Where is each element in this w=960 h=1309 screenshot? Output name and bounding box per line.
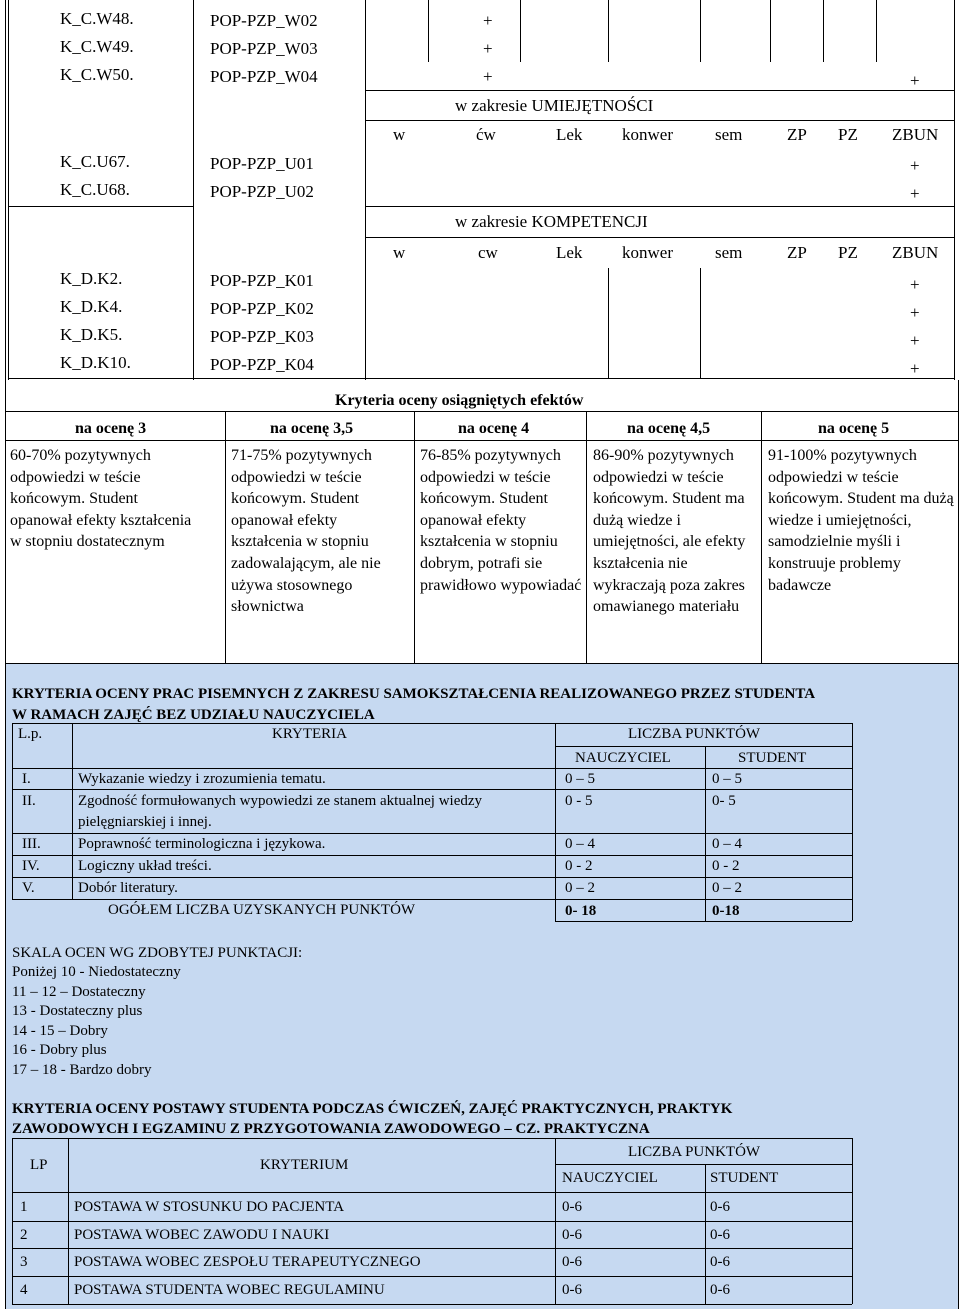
attitude-title: KRYTERIA OCENY POSTAWY STUDENTA PODCZAS ĆWICZEŃ, ZAJĘĆ PRAKTYCZNYCH, PRAKTYK <box>12 1101 733 1117</box>
row-criterion: POSTAWA W STOSUNKU DO PACJENTA <box>74 1199 345 1215</box>
scale-item: 11 – 12 – Dostateczny <box>12 984 146 1000</box>
row-student-points: 0 – 4 <box>712 836 742 852</box>
grade-description: 91-100% pozytywnych odpowiedzi w teście końcowym. Student ma dużą wiedze i umiejętności, samodzielnie myśli i konstruuje problemy badawcze <box>768 447 954 594</box>
row-mark: + <box>910 331 920 350</box>
grade-description: 76-85% pozytywnych odpowiedzi w teście końcowym. Student opanował efekty kształcenia w stopniu dobrym, potrafi sie prawidłowo wypowiadać <box>420 447 582 594</box>
grade-description: 71-75% pozytywnych odpowiedzi w teście końcowym. Student opanował efekty kształcenia w stopniu zadowalającym, ale nie używa stosownego słownictwa <box>231 447 381 616</box>
row-ref: POP-PZP_U01 <box>210 154 314 173</box>
total-student-points: 0-18 <box>712 903 740 919</box>
row-student-points: 0-6 <box>710 1227 730 1243</box>
row-lp: V. <box>22 880 35 896</box>
header-student: STUDENT <box>738 750 807 766</box>
row-mark: + <box>910 156 920 175</box>
row-mark: + <box>910 359 920 378</box>
scale-item: Poniżej 10 - Niedostateczny <box>12 964 181 980</box>
row-teacher-points: 0-6 <box>562 1227 582 1243</box>
row-mark: + <box>910 184 920 203</box>
written-title: KRYTERIA OCENY PRAC PISEMNYCH Z ZAKRESU SAMOKSZTAŁCENIA REALIZOWANEGO PRZEZ STUDENTA <box>12 686 816 702</box>
row-teacher-points: 0 - 2 <box>565 858 593 874</box>
row-mark: + <box>483 11 493 30</box>
total-label: OGÓŁEM LICZBA UZYSKANYCH PUNKTÓW <box>108 902 416 918</box>
row-student-points: 0- 5 <box>712 793 736 809</box>
row-teacher-points: 0 – 5 <box>565 771 595 787</box>
row-criterion: Wykazanie wiedzy i zrozumienia tematu. <box>78 771 326 787</box>
row-ref: POP-PZP_K04 <box>210 355 314 374</box>
row-lp: III. <box>22 836 41 852</box>
row-code: K_D.K5. <box>60 325 123 344</box>
header-lp: L.p. <box>18 726 43 742</box>
header-criterion: KRYTERIUM <box>260 1157 349 1173</box>
attitude-title-2: ZAWODOWYCH I EGZAMINU Z PRZYGOTOWANIA ZAWODOWEGO – CZ. PRAKTYCZNA <box>12 1121 650 1137</box>
row-criterion: POSTAWA STUDENTA WOBEC REGULAMINU <box>74 1282 385 1298</box>
row-criterion: POSTAWA WOBEC ZAWODU I NAUKI <box>74 1227 330 1243</box>
row-mark: + <box>910 303 920 322</box>
row-code: K_C.W48. <box>60 9 134 28</box>
row-ref: POP-PZP_K03 <box>210 327 314 346</box>
header-points: LICZBA PUNKTÓW <box>628 1144 761 1160</box>
row-ref: POP-PZP_W03 <box>210 39 318 58</box>
grade-header: na ocenę 4,5 <box>627 420 711 437</box>
row-student-points: 0-6 <box>710 1282 730 1298</box>
scale-title: SKALA OCEN WG ZDOBYTEJ PUNKTACJI: <box>12 945 303 961</box>
row-code: K_C.U67. <box>60 152 130 171</box>
row-criterion: Zgodność formułowanych wypowiedzi ze stanem aktualnej wiedzy <box>78 793 483 809</box>
row-student-points: 0 – 5 <box>712 771 742 787</box>
row-teacher-points: 0 - 5 <box>565 793 593 809</box>
row-ref: POP-PZP_K02 <box>210 299 314 318</box>
header-points: LICZBA PUNKTÓW <box>628 726 761 742</box>
scale-item: 17 – 18 - Bardzo dobry <box>12 1062 152 1078</box>
row-lp: II. <box>22 793 36 809</box>
row-ref: POP-PZP_K01 <box>210 271 314 290</box>
row-code: K_D.K4. <box>60 297 123 316</box>
row-student-points: 0-6 <box>710 1254 730 1270</box>
row-criterion: POSTAWA WOBEC ZESPOŁU TERAPEUTYCZNEGO <box>74 1254 421 1270</box>
comp-title: w zakresie KOMPETENCJI <box>455 212 648 231</box>
written-title-2: W RAMACH ZAJĘĆ BEZ UDZIAŁU NAUCZYCIELA <box>12 707 375 723</box>
row-student-points: 0 - 2 <box>712 858 740 874</box>
row-criterion: Dobór literatury. <box>78 880 178 896</box>
row-ref: POP-PZP_W02 <box>210 11 318 30</box>
scale-item: 16 - Dobry plus <box>12 1042 107 1058</box>
row-student-points: 0-6 <box>710 1199 730 1215</box>
row-teacher-points: 0-6 <box>562 1282 582 1298</box>
row-lp: 3 <box>20 1254 28 1270</box>
grade-header: na ocenę 3,5 <box>270 420 354 437</box>
row-code: K_C.U68. <box>60 180 130 199</box>
row-mark: + <box>910 71 920 90</box>
row-lp: I. <box>22 771 31 787</box>
row-code: K_D.K2. <box>60 269 123 288</box>
header-student: STUDENT <box>710 1170 779 1186</box>
grade-header: na ocenę 4 <box>458 420 530 437</box>
row-lp: 1 <box>20 1199 28 1215</box>
row-mark: + <box>910 275 920 294</box>
row-mark: + <box>483 39 493 58</box>
header-teacher: NAUCZYCIEL <box>562 1170 658 1186</box>
scale-item: 14 - 15 – Dobry <box>12 1023 108 1039</box>
skills-title: w zakresie UMIEJĘTNOŚCI <box>455 96 654 115</box>
header-criteria: KRYTERIA <box>272 726 347 742</box>
grade-description: 60-70% pozytywnych odpowiedzi w teście końcowym. Student opanował efekty kształcenia w stopniu dostatecznym <box>10 447 192 551</box>
grade-description: 86-90% pozytywnych odpowiedzi w teście końcowym. Student ma dużą wiedze i umiejętności, ale efekty kształcenia nie wykraczają poza zakres omawianego materiału <box>593 447 746 616</box>
row-teacher-points: 0-6 <box>562 1254 582 1270</box>
total-teacher-points: 0- 18 <box>565 903 597 919</box>
row-mark: + <box>483 67 493 86</box>
grade-header: na ocenę 3 <box>75 420 147 437</box>
header-teacher: NAUCZYCIEL <box>575 750 671 766</box>
row-lp: 2 <box>20 1227 28 1243</box>
row-code: K_D.K10. <box>60 353 131 372</box>
row-student-points: 0 – 2 <box>712 880 742 896</box>
row-code: K_C.W49. <box>60 37 134 56</box>
row-criterion-cont: pielęgniarskiej i innej. <box>78 814 212 830</box>
row-lp: IV. <box>22 858 40 874</box>
scale-item: 13 - Dostateczny plus <box>12 1003 143 1019</box>
row-teacher-points: 0-6 <box>562 1199 582 1215</box>
row-lp: 4 <box>20 1282 28 1298</box>
row-teacher-points: 0 – 2 <box>565 880 595 896</box>
row-ref: POP-PZP_U02 <box>210 182 314 201</box>
row-criterion: Logiczny układ treści. <box>78 858 212 874</box>
row-criterion: Poprawność terminologiczna i językowa. <box>78 836 326 852</box>
header-lp: LP <box>30 1157 48 1173</box>
row-code: K_C.W50. <box>60 65 134 84</box>
row-teacher-points: 0 – 4 <box>565 836 595 852</box>
criteria-title: Kryteria oceny osiągniętych efektów <box>335 392 584 409</box>
grade-header: na ocenę 5 <box>818 420 890 437</box>
row-ref: POP-PZP_W04 <box>210 67 318 86</box>
